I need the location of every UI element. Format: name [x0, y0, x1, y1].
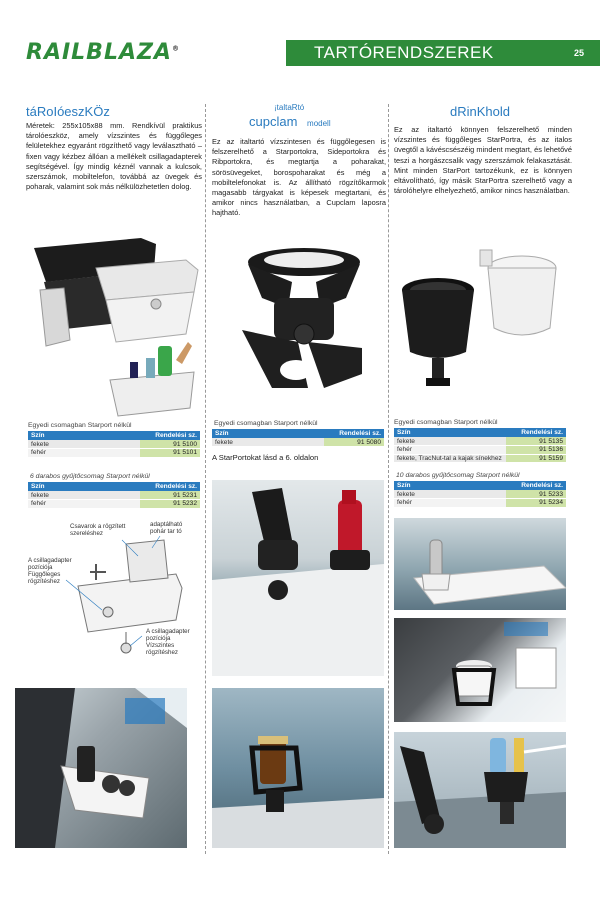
- page-number: 25: [573, 48, 584, 58]
- color-cell: fekete: [28, 440, 140, 449]
- color-cell: fekete: [28, 491, 140, 500]
- color-cell: fekete, TracNut-tal a kajak sínekhez: [394, 454, 506, 463]
- multi-pack-label: 10 darabos gyűjtőcsomag Starport nélkül: [396, 472, 520, 479]
- table-header: Szín: [212, 429, 324, 438]
- table-header: Rendelési sz.: [506, 428, 566, 437]
- cupclam-photo: [212, 238, 384, 414]
- drinkhold-mug-photo: [394, 618, 566, 722]
- color-cell: fehér: [28, 500, 140, 509]
- product-description-drinkhold: Ez az italtartó könnyen felszerelhető minden vízszintes és függőleges StarPortra, és az italos üvegtől a kávéscsészéig mindent megtart, és lehetővé teszi a horgászcsalik vagy szerszámok felakasztását. Mint minden StarPort tartozékunk, ez is könnyen eltávolítható, így másik StarPortra szerelhető vagy a tárolóhelyre elhelyezhető, amikor nincs használatban.: [394, 125, 572, 196]
- section-header-bar: [286, 40, 600, 66]
- order-table-single: [28, 431, 200, 458]
- product-title-text: cupclam: [249, 114, 298, 129]
- table-header: Szín: [394, 481, 506, 490]
- table-header: Szín: [394, 428, 506, 437]
- product-description-storage: Méretek: 255x105x88 mm. Rendkívül praktikus tárolóeszköz, amely vízszintes és függőleges felületekhez egyaránt rögzíthető vagy leválasztható – fixen vagy kézbez állóan a mellékelt csillagadapterek segítségével. Így mindig kéznél vannak a kulcsok, szerszámok, mobiltelefon, továbbá az üvegek és poharak, valamint sok más nélkülözhetetlen dolog.: [26, 121, 202, 192]
- order-code-cell: 91 5232: [140, 500, 200, 509]
- order-code-cell: 91 5135: [506, 437, 566, 446]
- single-pack-label: Egyedi csomagban Starport nélkül: [28, 422, 132, 429]
- multi-pack-label: 6 darabos gyűjtőcsomag Starport nélkül: [30, 473, 150, 480]
- product-title-drinkhold: dRinKhold: [450, 104, 510, 119]
- single-pack-label: Egyedi csomagban Starport nélkül: [394, 419, 498, 426]
- order-code-cell: 91 5101: [140, 449, 200, 458]
- table-row: [212, 438, 384, 447]
- product-description-cupclam: Ez az italtartó vízszintesen és függőlegesen is felszerelhető a Starportokra, Sideportokra és Ribportokra, és megtartja a poharakat, sörösüvegeket, borospoharakat és még a mobiltelefonokat is. Az állítható rögzítőkarmok magasabb tárgyakat is képesek megtartani, és amikor nincs használatban, a Cupclam laposra hajtható.: [212, 137, 386, 218]
- product-title-suffix: modell: [307, 119, 331, 128]
- drinkhold-kayak-photo: [394, 732, 566, 848]
- color-cell: fehér: [394, 499, 506, 508]
- product-title-storage: táRoIóeszKÖz: [26, 104, 110, 119]
- order-table-multi: [28, 482, 200, 509]
- table-row: [394, 490, 566, 499]
- table-header: Rendelési sz.: [140, 431, 200, 440]
- table-row: [394, 446, 566, 455]
- order-table-multi: [394, 481, 566, 508]
- table-header: Rendelési sz.: [140, 482, 200, 491]
- callout-adaptable: adaptálható pohár tar tó: [150, 521, 183, 535]
- product-title-cupclam: [249, 114, 331, 129]
- table-row: [28, 491, 200, 500]
- callout-screws: Csavarok a rögzített szereléshez: [70, 523, 126, 537]
- table-header: Rendelési sz.: [506, 481, 566, 490]
- order-code-cell: 91 5136: [506, 446, 566, 455]
- color-cell: fekete: [212, 438, 324, 447]
- table-header: Szín: [28, 482, 140, 491]
- order-code-cell: 91 5234: [506, 499, 566, 508]
- product-subtitle-cupclam: ¡taltaRtó: [274, 103, 305, 112]
- callout-vertical: A csillagadapter pozíciója Függőleges rögzítéshez: [28, 557, 72, 585]
- single-pack-label: Egyedi csomagban Starport nélkül: [214, 420, 318, 427]
- order-table-single: [212, 429, 384, 447]
- table-row: [394, 499, 566, 508]
- order-code-cell: 91 5080: [324, 438, 384, 447]
- color-cell: fekete: [394, 490, 506, 499]
- column-divider: [388, 104, 389, 854]
- order-code-cell: 91 5100: [140, 440, 200, 449]
- order-table-single: [394, 428, 566, 463]
- color-cell: fehér: [28, 449, 140, 458]
- table-row: [28, 500, 200, 509]
- order-code-cell: 91 5231: [140, 491, 200, 500]
- storage-caddy-photo: [26, 230, 202, 418]
- drinkhold-photo: [394, 238, 572, 414]
- section-title: TARTÓRENDSZEREK: [314, 43, 494, 62]
- brand-name: RAILBLAZA: [26, 40, 172, 65]
- starport-reference: A StarPortokat lásd a 6. oldalon: [212, 453, 319, 462]
- table-row: [394, 454, 566, 463]
- color-cell: fehér: [394, 446, 506, 455]
- drinkhold-table-photo: [394, 518, 566, 610]
- registered-mark: ®: [171, 44, 180, 53]
- table-header: Rendelési sz.: [324, 429, 384, 438]
- table-row: [28, 440, 200, 449]
- column-divider: [205, 104, 206, 854]
- order-code-cell: 91 5159: [506, 454, 566, 463]
- color-cell: fekete: [394, 437, 506, 446]
- table-header: Szín: [28, 431, 140, 440]
- table-row: [28, 449, 200, 458]
- brand-logo: [26, 40, 180, 65]
- order-code-cell: 91 5233: [506, 490, 566, 499]
- cupclam-drink-photo: [212, 688, 384, 848]
- boat-storage-photo: [15, 688, 187, 848]
- cupclam-boat-photo: [212, 480, 384, 676]
- callout-horizontal: A csillagadapter pozíciója Vízszintes rögzítéshez: [146, 628, 190, 656]
- table-row: [394, 437, 566, 446]
